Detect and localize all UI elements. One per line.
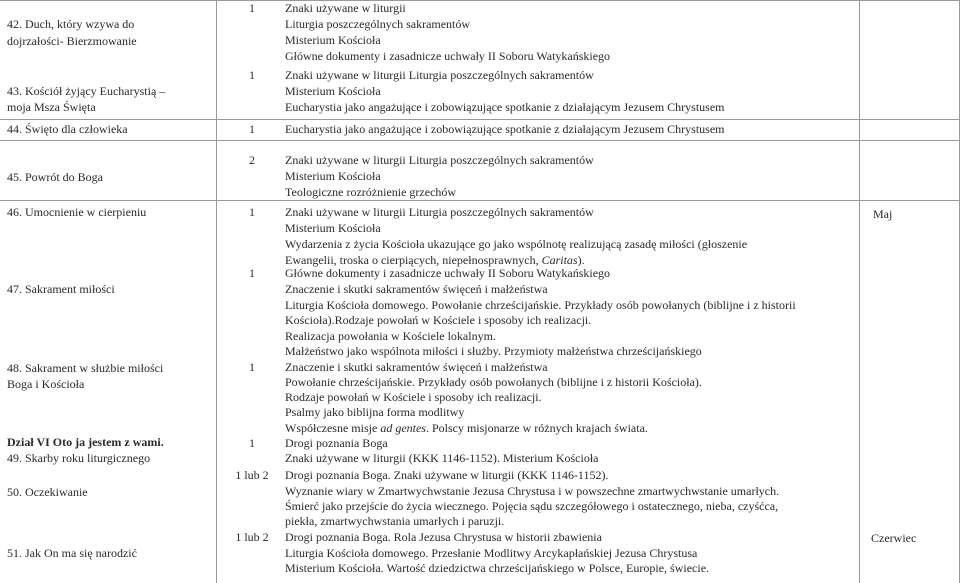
- content-line: Znaki używane w liturgii Liturgia poszczególnych sakramentów: [285, 153, 594, 167]
- topic-line: 43. Kościół żyjący Eucharystią –: [7, 84, 166, 98]
- content-line: Liturgia poszczególnych sakramentów: [285, 17, 471, 31]
- content-line: Wydarzenia z życia Kościoła ukazujące go jako wspólnotę realizującą zasadę miłości (głoszenie: [285, 237, 748, 251]
- content-line: Małżeństwo jako wspólnota miłości i służby. Przymioty małżeństwa chrześcijańskiego: [285, 344, 702, 358]
- topic-line: dojrzałości- Bierzmowanie: [7, 34, 137, 48]
- content-line: Główne dokumenty i zasadnicze uchwały II Soboru Watykańskiego: [285, 49, 611, 63]
- content-line: Śmierć jako przejście do życia wiecznego. Pojęcia sądu szczegółowego i ostatecznego, nieba, czyśćca,: [285, 499, 779, 513]
- table-border-top: [0, 0, 960, 1]
- content-line: Wyznanie wiary w Zmartwychwstanie Jezusa Chrystusa i w powszechne zmartwychwstanie umarłych.: [285, 484, 780, 498]
- row-divider: [0, 140, 960, 141]
- month-label: Czerwiec: [871, 531, 917, 545]
- content-line: Drogi poznania Boga: [285, 436, 388, 450]
- content-line: Drogi poznania Boga. Znaki używane w liturgii (KKK 1146-1152).: [285, 468, 609, 482]
- hours-value: 1: [249, 266, 255, 280]
- content-line: Liturgia Kościoła domowego. Przesłanie Modlitwy Arcykapłańskiej Jezusa Chrystusa: [285, 546, 698, 560]
- content-line: Znaczenie i skutki sakramentów święceń i małżeństwa: [285, 360, 548, 374]
- content-line: Kościoła).Rodzaje powołań w Kościele i sposoby ich realizacji.: [285, 313, 592, 327]
- content-line: Teologiczne rozróżnienie grzechów: [285, 185, 457, 199]
- content-line: Znaki używane w liturgii Liturgia poszczególnych sakramentów: [285, 68, 594, 82]
- topic-line: 44. Święto dla człowieka: [7, 122, 128, 136]
- content-line: Ewangelii, troska o cierpiących, niepełnosprawnych, Caritas).: [285, 253, 585, 267]
- topic-line: moja Msza Święta: [7, 100, 96, 114]
- content-line: Drogi poznania Boga. Rola Jezusa Chrystusa w historii zbawienia: [285, 530, 602, 544]
- content-line: Psalmy jako biblijna forma modlitwy: [285, 405, 465, 419]
- content-line: Znaki używane w liturgii Liturgia poszczególnych sakramentów: [285, 205, 594, 219]
- column-divider: [859, 0, 860, 583]
- content-line: Misterium Kościoła. Wartość dziedzictwa chrześcijańskiego w Polsce, Europie, świecie.: [285, 561, 710, 575]
- content-line: Misterium Kościoła: [285, 33, 381, 47]
- hours-value: 1: [249, 436, 255, 450]
- hours-value: 2: [249, 153, 255, 167]
- content-line: Powołanie chrześcijańskie. Przykłady osób powołanych (biblijne i z historii Kościoła).: [285, 375, 702, 389]
- topic-line: 49. Skarby roku liturgicznego: [7, 451, 151, 465]
- content-line: Eucharystia jako angażujące i zobowiązujące spotkanie z działającym Jezusem Chrystusem: [285, 100, 725, 114]
- content-line: Rodzaje powołań w Kościele i sposoby ich realizacji.: [285, 390, 542, 404]
- content-line: Misterium Kościoła: [285, 84, 381, 98]
- hours-value: 1: [249, 122, 255, 136]
- content-line: Realizacja powołania w Kościele lokalnym.: [285, 329, 496, 343]
- content-line: Liturgia Kościoła domowego. Powołanie chrześcijańskie. Przykłady osób powołanych (biblijne i z historii: [285, 298, 796, 312]
- hours-value: 1 lub 2: [235, 468, 269, 482]
- section-heading: Dział VI Oto ja jestem z wami.: [7, 435, 164, 449]
- content-line: Główne dokumenty i zasadnicze uchwały II Soboru Watykańskiego: [285, 266, 611, 280]
- content-line: Znaki używane w liturgii (KKK 1146-1152). Misterium Kościoła: [285, 451, 599, 465]
- topic-line: 46. Umocnienie w cierpieniu: [7, 205, 147, 219]
- content-line: Eucharystia jako angażujące i zobowiązujące spotkanie z działającym Jezusem Chrystusem: [285, 122, 725, 136]
- month-label: Maj: [873, 207, 893, 221]
- content-line: Znaczenie i skutki sakramentów święceń i małżeństwa: [285, 282, 548, 296]
- hours-value: 1: [249, 360, 255, 374]
- content-line: Misterium Kościoła: [285, 169, 381, 183]
- content-line: piekła, zmartwychwstania umarłych i paruzji.: [285, 514, 505, 528]
- hours-value: 1: [249, 68, 255, 82]
- topic-line: 45. Powrót do Boga: [7, 170, 103, 184]
- content-line: Znaki używane w liturgii: [285, 1, 406, 15]
- column-divider: [216, 0, 217, 583]
- topic-line: 50. Oczekiwanie: [7, 485, 88, 499]
- row-divider: [0, 119, 960, 120]
- hours-value: 1: [249, 205, 255, 219]
- row-divider: [0, 200, 960, 201]
- topic-line: 47. Sakrament miłości: [7, 282, 115, 296]
- content-line: Współczesne misje ad gentes. Polscy misjonarze w różnych krajach świata.: [285, 421, 648, 435]
- content-line: Misterium Kościoła: [285, 221, 381, 235]
- hours-value: 1: [249, 1, 255, 15]
- topic-line: Boga i Kościoła: [7, 377, 85, 391]
- topic-line: 48. Sakrament w służbie miłości: [7, 361, 164, 375]
- topic-line: 51. Jak On ma się narodzić: [7, 546, 137, 560]
- topic-line: 42. Duch, który wzywa do: [7, 17, 135, 31]
- hours-value: 1 lub 2: [235, 530, 269, 544]
